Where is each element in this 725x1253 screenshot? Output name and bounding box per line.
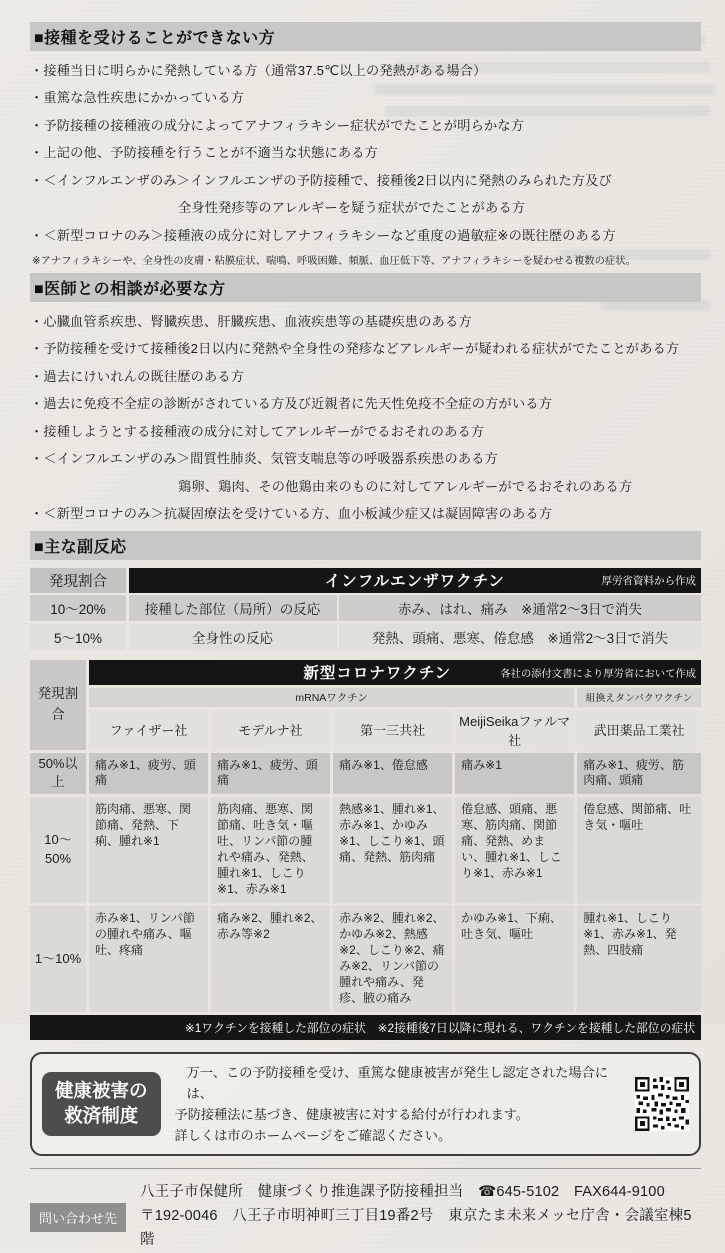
symptoms-cell: 筋肉痛、悪寒、関節痛、発熱、下痢、腫れ※1 [89,797,208,903]
list-item: ・＜新型コロナのみ＞接種液の成分に対しアナフィラキシーなど重度の過敏症※の既往歴のある方 [30,227,616,243]
relief-badge-line2: 救済制度 [64,1105,139,1127]
symptoms-cell: 倦怠感、頭痛、悪寒、筋肉痛、関節痛、発熱、めまい、腫れ※1、しこり※1、赤み※1 [455,797,574,903]
list-item: ・予防接種を受けて接種後2日以内に発熱や全身性の発疹などアレルギーが疑われる症状がでたことがある方 [30,341,680,356]
flu-table-corner-header: 発現割合 [30,568,126,593]
flu-table-title: インフルエンザワクチン [324,573,505,590]
relief-text-line: 万一、この予防接種を受け、重篤な健康被害が発生し認定された場合には、 [186,1064,608,1101]
relief-text-line: 予防接種法に基づき、健康被害に対する給付が行われます。 [174,1107,529,1123]
cannot-receive-list [30,60,701,268]
contact-badge: 問い合わせ先 [30,1203,126,1232]
list-item: ・心臓血管系疾患、腎臓疾患、肝臓疾患、血液疾患等の基礎疾患のある方 [30,313,472,329]
list-item: ・＜新型コロナのみ＞抗凝固療法を受けている方、血小板減少症又は凝固障害のある方 [30,506,553,521]
section-title-consult-doctor: ■医師との相談が必要な方 [30,273,701,302]
covid-table-title-bar [89,660,701,685]
anaphylaxis-footnote: ※アナフィラキシーや、全身性の皮膚・粘膜症状、喘鳴、呼吸困難、頻脈、血圧低下等、アナフィラキシーを疑わせる複数の症状。 [32,256,636,267]
symptoms-cell: 赤み※2、腫れ※2、かゆみ※2、熱感※2、しこり※2、痛み※2、リンパ節の腫れや痛み、発疹、腋の痛み [333,906,452,1012]
flu-symptoms-cell: 赤み、はれ、痛み ※通常2～3日で消失 [339,595,701,621]
covid-table-title: 新型コロナワクチン [303,665,452,682]
health-damage-relief-box [30,1052,701,1157]
symptoms-cell: 熱感※1、腫れ※1、赤み※1、かゆみ※1、しこり※1、頭痛、発熱、筋肉痛 [333,797,452,903]
symptoms-cell: 痛み※1 [455,753,574,795]
company-header-meijiseika: MeijiSeikaファルマ社 [455,710,574,750]
vaccine-group-protein: 組換えタンパクワクチン [577,688,701,707]
relief-text [175,1062,621,1147]
list-item: ・＜インフルエンザのみ＞インフルエンザの予防接種で、接種後2日以内に発熱のみられた方及び [30,172,612,188]
section-title-side-effects: ■主な副反応 [30,531,701,560]
company-header-daiichisankyo: 第一三共社 [333,710,452,750]
symptoms-cell: 痛み※1、疲労、頭痛 [211,753,330,795]
contact-line-address: 〒192-0046 八王子市明神町三丁目19番2号 東京たま未来メッセ庁舎・会議室棟5階 [140,1208,692,1249]
flu-table-title-bar [129,568,702,593]
flu-rate-cell: 10～20% [30,595,126,621]
covid-table-footnote-bar: ※1ワクチンを接種した部位の症状 ※2接種後7日以降に現れる、ワクチンを接種した部位の症状 [30,1015,701,1040]
flu-symptoms-cell: 発熱、頭痛、悪寒、倦怠感 ※通常2～3日で消失 [339,624,701,650]
contact-line-phone: 八王子市保健所 健康づくり推進課予防接種担当 ☎645-5102 FAX644-9100 [140,1184,665,1201]
list-item: ・＜インフルエンザのみ＞間質性肺炎、気管支喘息等の呼吸器系疾患のある方 [30,451,499,466]
list-item-continuation: 全身性発疹等のアレルギーを疑う症状がでたことがある方 [178,200,526,215]
relief-text-line: 詳しくは市のホームページをご確認ください。 [174,1128,452,1144]
vaccine-group-mrna: mRNAワクチン [89,688,574,707]
rate-1-10: 1～10% [30,906,86,1012]
covid-table-corner-header: 発現割合 [30,660,86,750]
flu-table-source: 厚労省資料から作成 [601,574,696,587]
covid-table-source: 各社の添付文書により厚労省において作成 [500,668,696,680]
section-title-cannot-receive: ■接種を受けることができない方 [30,22,701,51]
symptoms-cell: 赤み※1、リンパ節の腫れや痛み、嘔吐、疼痛 [89,906,208,1012]
contact-section [30,1168,701,1253]
symptoms-cell: 腫れ※1、しこり※1、赤み※1、発熱、四肢痛 [577,906,701,1012]
list-item-continuation: 鶏卵、鶏肉、その他鶏由来のものに対してアレルギーがでるおそれのある方 [178,478,633,494]
list-item: ・接種当日に明らかに発熱している方（通常37.5℃以上の発熱がある場合） [30,62,487,78]
list-item: ・予防接種の接種液の成分によってアナフィラキシー症状がでたことが明らかな方 [30,117,525,133]
relief-badge-line1: 健康被害の [55,1080,148,1102]
qr-code [635,1077,689,1131]
list-item: ・過去に免疫不全症の診断がされている方及び近親者に先天性免疫不全症の方がいる方 [30,396,553,411]
contact-info [140,1181,701,1253]
symptoms-cell: 痛み※1、疲労、頭痛 [89,753,208,795]
company-header-takeda: 武田薬品工業社 [577,710,701,750]
symptoms-cell: かゆみ※1、下痢、吐き気、嘔吐 [455,906,574,1012]
list-item: ・重篤な急性疾患にかかっている方 [30,90,245,105]
symptoms-cell: 痛み※1、疲労、筋肉痛、頭痛 [577,753,701,795]
covid-side-effect-table [30,660,701,1040]
consult-doctor-list [30,311,701,523]
influenza-side-effect-table [30,568,701,650]
company-header-pfizer: ファイザー社 [89,710,208,750]
company-header-moderna: モデルナ社 [211,710,330,750]
list-item: ・接種しようとする接種液の成分に対してアレルギーがでるおそれのある方 [30,423,485,439]
list-item: ・過去にけいれんの既往歴のある方 [30,368,245,384]
symptoms-cell: 痛み※1、倦怠感 [333,753,452,795]
symptoms-cell: 筋肉痛、悪寒、関節痛、吐き気・嘔吐、リンパ節の腫れや痛み、発熱、腫れ※1、しこり※1、赤み※1 [211,797,330,903]
flu-rate-cell: 5～10% [30,624,126,650]
rate-10-50: 10～50% [30,797,86,903]
relief-badge [42,1072,161,1136]
symptoms-cell: 倦怠感、関節痛、吐き気・嘔吐 [577,797,701,903]
flu-site-cell: 接種した部位（局所）の反応 [129,595,337,621]
flu-site-cell: 全身性の反応 [129,624,337,650]
rate-50plus: 50%以上 [30,753,86,795]
symptoms-cell: 痛み※2、腫れ※2、赤み等※2 [211,906,330,1012]
list-item: ・上記の他、予防接種を行うことが不適当な状態にある方 [30,145,379,160]
